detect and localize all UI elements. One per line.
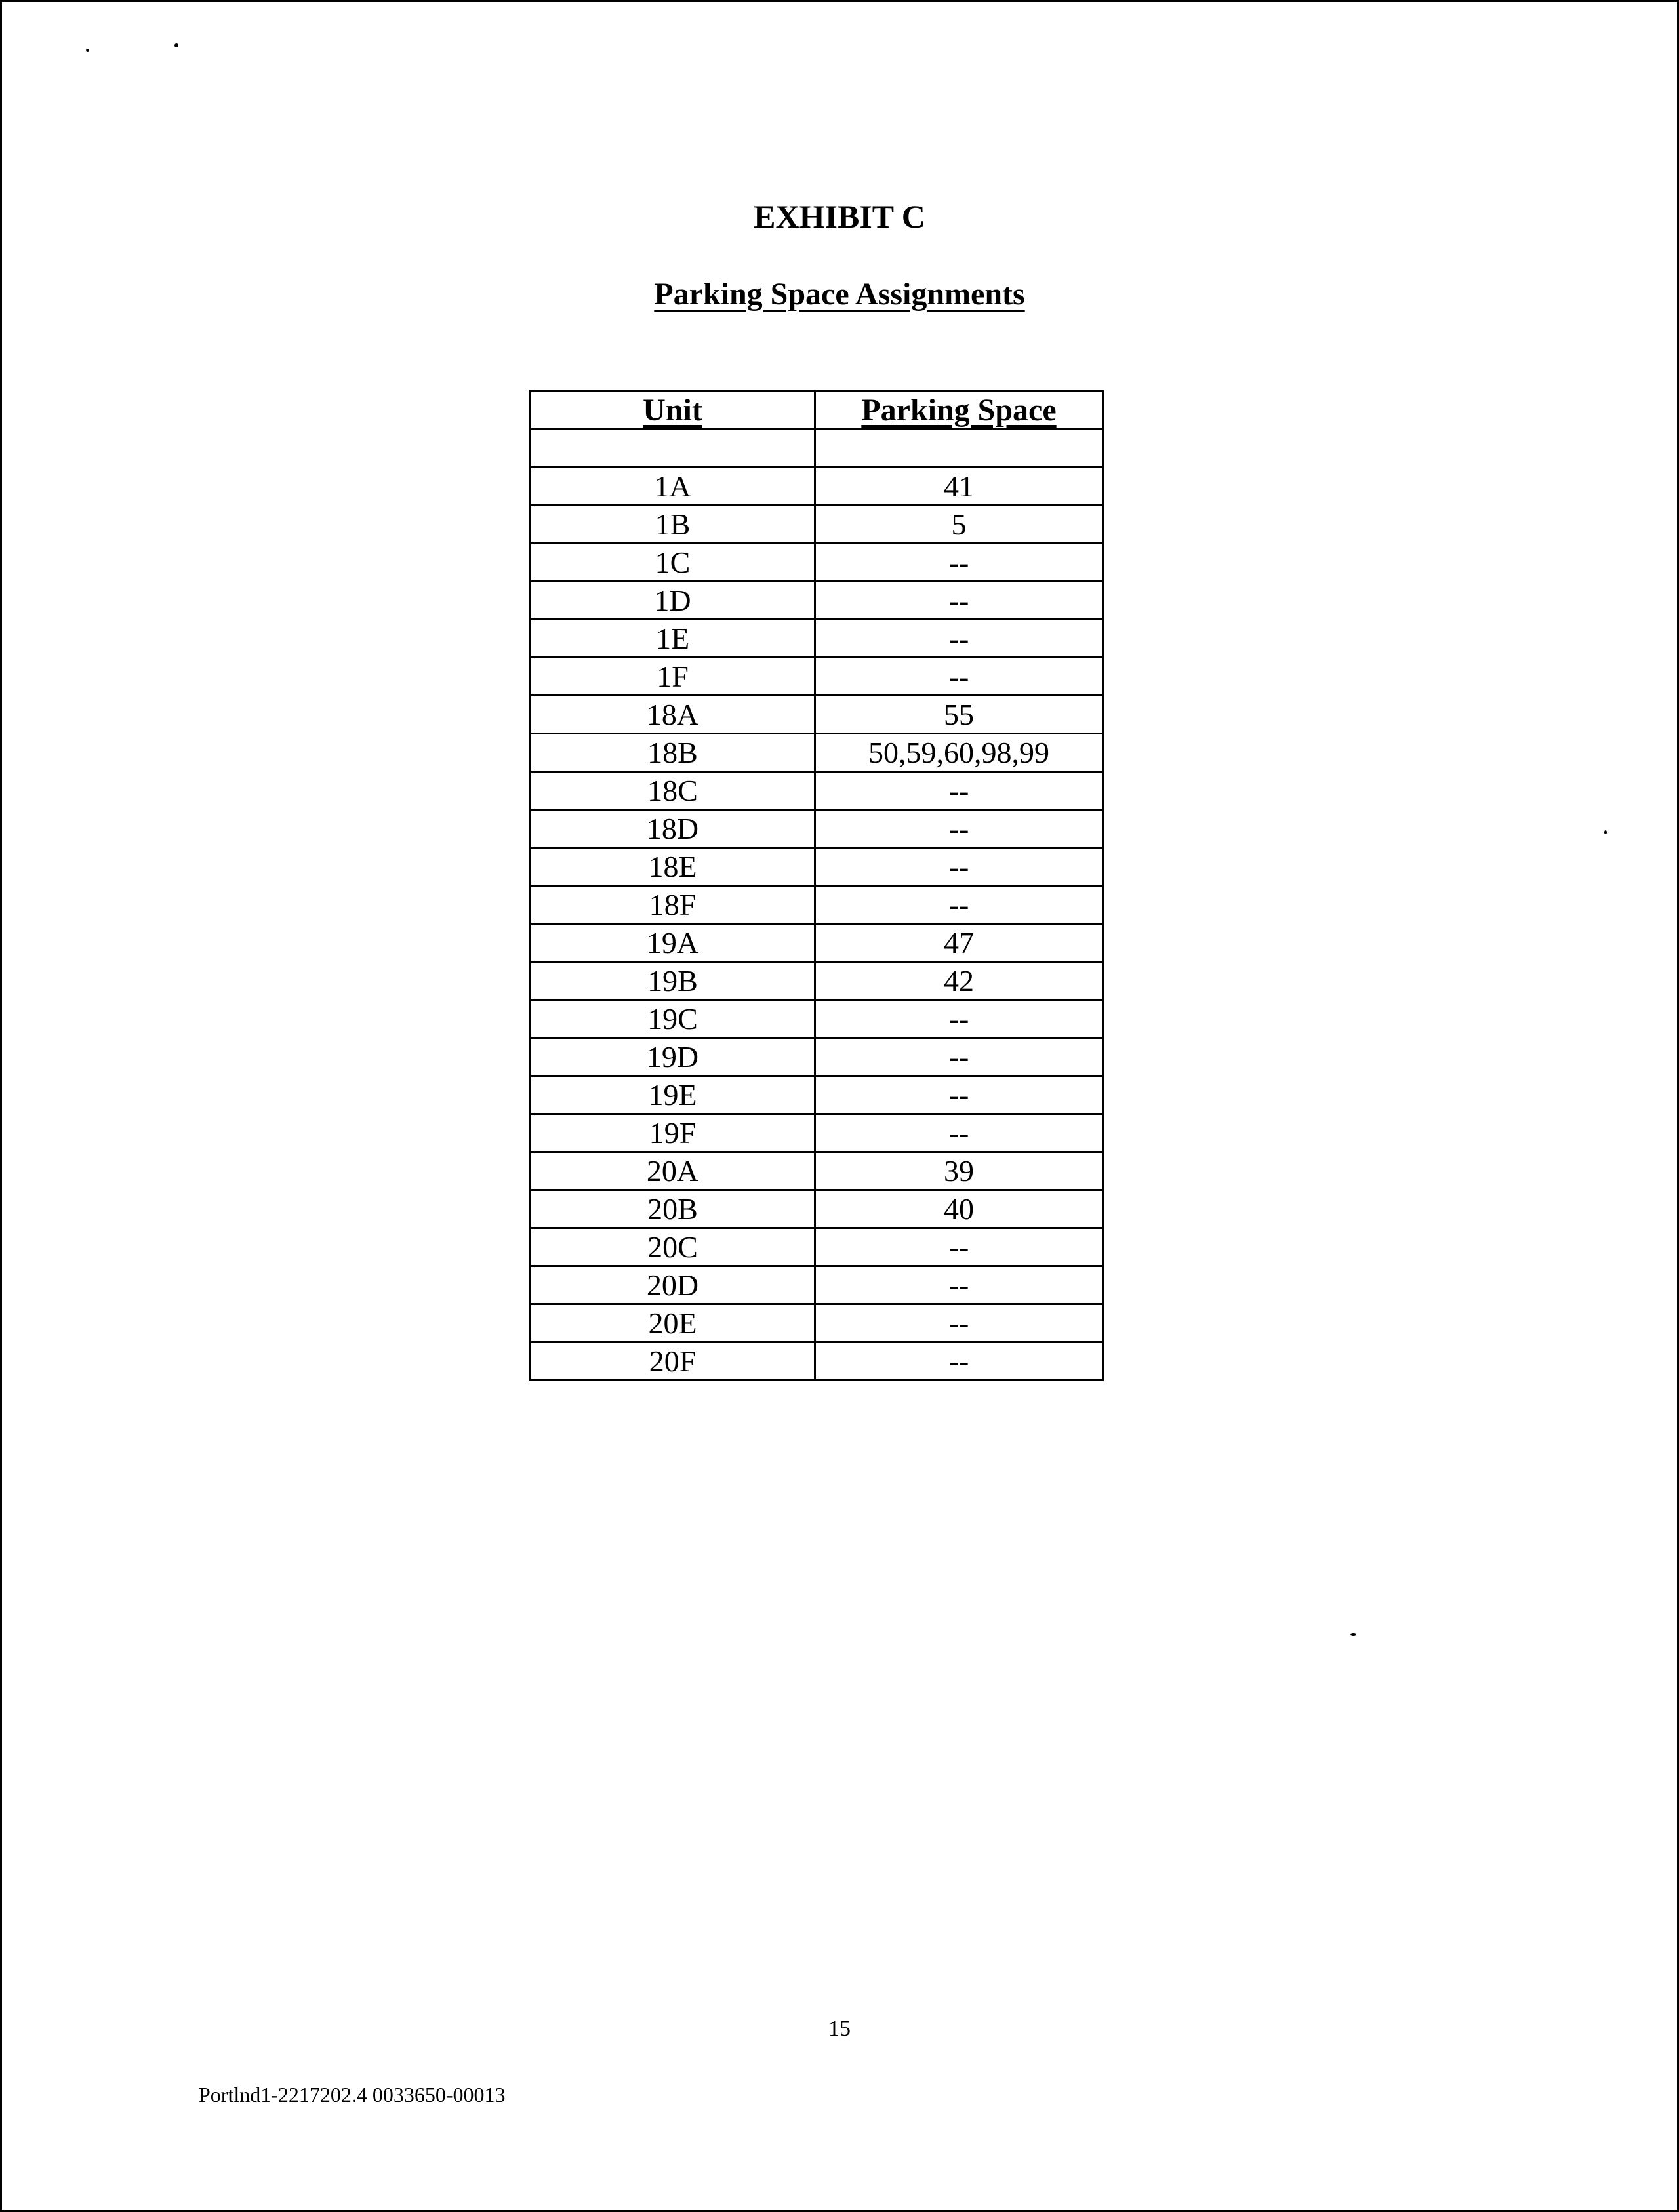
parking-space-cell: --: [815, 1076, 1103, 1114]
parking-space-cell: 47: [815, 924, 1103, 962]
table-row: [531, 1152, 1103, 1190]
parking-space-cell: --: [815, 1266, 1103, 1304]
unit-column-header: [531, 392, 815, 430]
table-row: [531, 696, 1103, 734]
unit-cell: 20E: [531, 1304, 815, 1342]
table-row: [531, 1190, 1103, 1228]
parking-space-cell: 5: [815, 506, 1103, 544]
table-row: [531, 1342, 1103, 1380]
unit-cell: 1E: [531, 620, 815, 658]
table-row: [531, 544, 1103, 582]
unit-cell: 20B: [531, 1190, 815, 1228]
table-row: [531, 962, 1103, 1000]
unit-cell: 1B: [531, 506, 815, 544]
table-row: [531, 1000, 1103, 1038]
parking-space-cell: 40: [815, 1190, 1103, 1228]
unit-cell: 20A: [531, 1152, 815, 1190]
parking-space-cell: 39: [815, 1152, 1103, 1190]
table-row: [531, 468, 1103, 506]
unit-header-label: Unit: [643, 393, 702, 428]
exhibit-title: EXHIBIT C: [754, 198, 925, 235]
unit-cell: 18E: [531, 848, 815, 886]
table-row: [531, 1038, 1103, 1076]
unit-cell: 19B: [531, 962, 815, 1000]
table-row: [531, 1266, 1103, 1304]
unit-cell: 1F: [531, 658, 815, 696]
table-row: [531, 1076, 1103, 1114]
unit-cell: 18F: [531, 886, 815, 924]
unit-cell: 19A: [531, 924, 815, 962]
parking-space-cell: --: [815, 1228, 1103, 1266]
parking-space-cell: --: [815, 1114, 1103, 1152]
scan-speck: [1350, 1633, 1356, 1636]
parking-space-cell: --: [815, 810, 1103, 848]
document-id: Portlnd1-2217202.4 0033650-00013: [199, 2083, 506, 2106]
unit-cell: 19F: [531, 1114, 815, 1152]
unit-cell: 20F: [531, 1342, 815, 1380]
parking-space-cell: --: [815, 582, 1103, 620]
table-row: [531, 924, 1103, 962]
table-row: [531, 620, 1103, 658]
unit-cell: 19C: [531, 1000, 815, 1038]
unit-cell: 18D: [531, 810, 815, 848]
table-row: [531, 886, 1103, 924]
table-row: [531, 506, 1103, 544]
table-row: [531, 1304, 1103, 1342]
table-row: [531, 848, 1103, 886]
page-number: 15: [828, 2017, 851, 2041]
parking-space-cell: --: [815, 658, 1103, 696]
parking-space-cell: [815, 430, 1103, 468]
unit-cell: 18C: [531, 772, 815, 810]
parking-space-cell: 41: [815, 468, 1103, 506]
table-row: [531, 582, 1103, 620]
table-row: [531, 772, 1103, 810]
scan-speck: [174, 43, 178, 47]
parking-space-cell: --: [815, 620, 1103, 658]
parking-space-cell: --: [815, 544, 1103, 582]
parking-space-cell: 42: [815, 962, 1103, 1000]
table-row: [531, 430, 1103, 468]
parking-space-cell: --: [815, 886, 1103, 924]
unit-cell: 20C: [531, 1228, 815, 1266]
parking-space-column-header: [815, 392, 1103, 430]
unit-cell: [531, 430, 815, 468]
parking-space-cell: 50,59,60,98,99: [815, 734, 1103, 772]
unit-cell: 1C: [531, 544, 815, 582]
parking-space-cell: 55: [815, 696, 1103, 734]
table-header-row: [531, 392, 1103, 430]
table-row: [531, 658, 1103, 696]
unit-cell: 19D: [531, 1038, 815, 1076]
unit-cell: 1A: [531, 468, 815, 506]
parking-space-header-label: Parking Space: [861, 393, 1057, 428]
table-row: [531, 734, 1103, 772]
parking-space-cell: --: [815, 772, 1103, 810]
parking-space-cell: --: [815, 848, 1103, 886]
unit-cell: 18A: [531, 696, 815, 734]
unit-cell: 19E: [531, 1076, 815, 1114]
scan-speck: [1604, 830, 1607, 834]
table-row: [531, 1114, 1103, 1152]
section-title: Parking Space Assignments: [654, 277, 1025, 312]
scan-speck: [86, 49, 89, 52]
unit-cell: 20D: [531, 1266, 815, 1304]
parking-space-cell: --: [815, 1000, 1103, 1038]
parking-space-cell: --: [815, 1038, 1103, 1076]
parking-space-cell: --: [815, 1342, 1103, 1380]
parking-space-cell: --: [815, 1304, 1103, 1342]
table-row: [531, 810, 1103, 848]
unit-cell: 18B: [531, 734, 815, 772]
table-row: [531, 1228, 1103, 1266]
parking-assignment-table: [529, 390, 1104, 1381]
unit-cell: 1D: [531, 582, 815, 620]
